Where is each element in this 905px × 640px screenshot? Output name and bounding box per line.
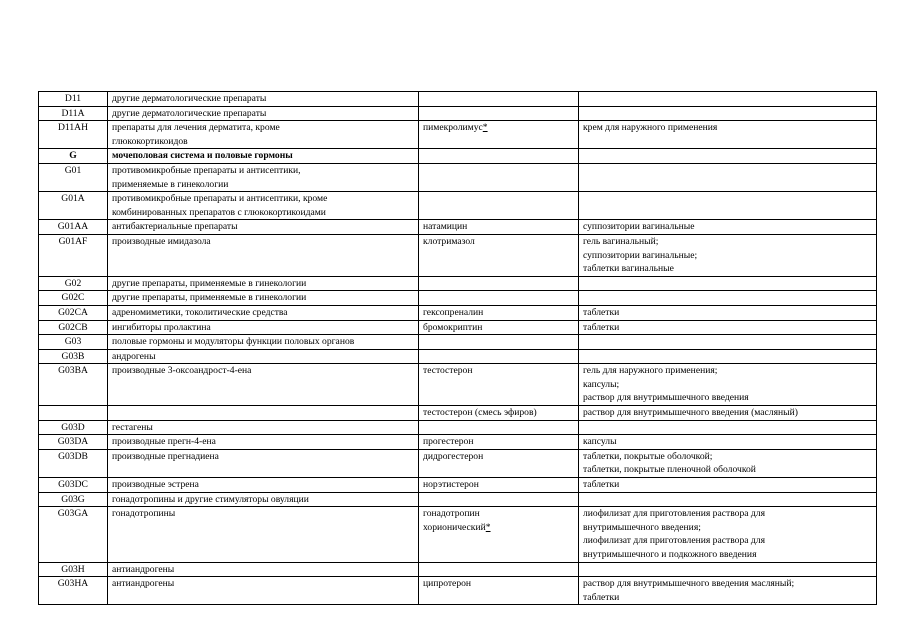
drug-name-text: дидрогестерон <box>423 450 484 462</box>
table-row <box>39 406 877 421</box>
drug-name-cell <box>419 577 579 605</box>
atc-code-cell: G03HA <box>39 577 108 605</box>
atc-code-cell: G03BA <box>39 364 108 406</box>
dosage-form-cell: раствор для внутримышечного введения (масляный) <box>579 406 877 421</box>
atc-code-cell: G <box>39 149 108 164</box>
dosage-form-cell <box>579 276 877 291</box>
drug-name-cell <box>419 449 579 477</box>
atc-code-cell: G01AF <box>39 234 108 276</box>
dosage-form-cell <box>579 335 877 350</box>
group-name-cell: производные прегнадиена <box>108 449 419 477</box>
document-page <box>38 91 876 605</box>
atc-code-cell: G03B <box>39 349 108 364</box>
drug-name-cell <box>419 364 579 406</box>
atc-code-cell: G01AA <box>39 220 108 235</box>
drug-name-cell <box>419 562 579 577</box>
drug-name-text: клотримазол <box>423 235 475 247</box>
atc-code-cell: G02CA <box>39 305 108 320</box>
drug-name-text: тестостерон <box>423 365 473 377</box>
table-row <box>39 492 877 507</box>
drug-name-text: норэтистерон <box>423 479 479 491</box>
dosage-form-cell: таблетки <box>579 320 877 335</box>
atc-code-cell: G03D <box>39 420 108 435</box>
group-name-cell: гонадотропины и другие стимуляторы овуляции <box>108 492 419 507</box>
atc-code-cell: D11A <box>39 106 108 121</box>
group-name-cell: мочеполовая система и половые гормоны <box>108 149 419 164</box>
atc-code-cell: G02 <box>39 276 108 291</box>
group-name-cell: другие препараты, применяемые в гинекологии <box>108 276 419 291</box>
dosage-form-cell: таблетки <box>579 305 877 320</box>
dosage-form-cell: лиофилизат для приготовления раствора для внутримышечного введения; лиофилизат для приготовления раствора для внутримышечного и подкожного введения <box>579 507 877 562</box>
dosage-form-cell <box>579 291 877 306</box>
drug-name-cell <box>419 220 579 235</box>
drug-table <box>38 91 877 605</box>
table-row <box>39 449 877 477</box>
drug-name-cell <box>419 478 579 493</box>
table-row <box>39 220 877 235</box>
drug-name-text: гонадотропин хорионический <box>423 508 486 533</box>
dosage-form-cell <box>579 92 877 107</box>
atc-code-cell: G02CB <box>39 320 108 335</box>
dosage-form-cell: капсулы <box>579 435 877 450</box>
drug-name-cell <box>419 349 579 364</box>
group-name-cell: производные прегн-4-ена <box>108 435 419 450</box>
group-name-cell: антиандрогены <box>108 577 419 605</box>
drug-name-text: натамицин <box>423 221 468 233</box>
drug-name-cell <box>419 291 579 306</box>
drug-name-cell <box>419 149 579 164</box>
group-name-cell: антиандрогены <box>108 562 419 577</box>
drug-name-text: гексопреналин <box>423 306 484 318</box>
atc-code-cell <box>39 406 108 421</box>
atc-code-cell: G03GA <box>39 507 108 562</box>
drug-name-cell <box>419 320 579 335</box>
dosage-form-cell <box>579 562 877 577</box>
atc-code-cell: D11 <box>39 92 108 107</box>
drug-name-cell <box>419 507 579 562</box>
dosage-form-cell <box>579 106 877 121</box>
drug-name-cell <box>419 121 579 149</box>
drug-name-cell <box>419 305 579 320</box>
dosage-form-cell: таблетки <box>579 478 877 493</box>
dosage-form-cell <box>579 492 877 507</box>
dosage-form-cell: раствор для внутримышечного введения масляный; таблетки <box>579 577 877 605</box>
group-name-cell: ингибиторы пролактина <box>108 320 419 335</box>
table-row <box>39 562 877 577</box>
table-row <box>39 149 877 164</box>
drug-name-cell <box>419 192 579 220</box>
table-row <box>39 349 877 364</box>
group-name-cell: антибактериальные препараты <box>108 220 419 235</box>
group-name-cell: гонадотропины <box>108 507 419 562</box>
drug-name-cell <box>419 435 579 450</box>
atc-code-cell: G03H <box>39 562 108 577</box>
dosage-form-cell: суппозитории вагинальные <box>579 220 877 235</box>
group-name-cell: производные 3-оксоандрост-4-ена <box>108 364 419 406</box>
dosage-form-cell <box>579 192 877 220</box>
drug-name-text: прогестерон <box>423 436 474 448</box>
drug-name-cell <box>419 276 579 291</box>
table-row <box>39 335 877 350</box>
group-name-cell: противомикробные препараты и антисептики, применяемые в гинекологии <box>108 163 419 191</box>
drug-name-text: бромокриптин <box>423 321 483 333</box>
drug-name-text: пимекролимус <box>423 122 483 134</box>
dosage-form-cell <box>579 420 877 435</box>
dosage-form-cell: таблетки, покрытые оболочкой; таблетки, покрытые пленочной оболочкой <box>579 449 877 477</box>
drug-name-cell <box>419 335 579 350</box>
group-name-cell: адреномиметики, токолитические средства <box>108 305 419 320</box>
table-row <box>39 291 877 306</box>
atc-code-cell: G03 <box>39 335 108 350</box>
table-row <box>39 163 877 191</box>
drug-name-text: ципротерон <box>423 578 472 590</box>
table-row <box>39 192 877 220</box>
drug-name-cell <box>419 420 579 435</box>
atc-code-cell: G03DB <box>39 449 108 477</box>
group-name-cell: другие дерматологические препараты <box>108 92 419 107</box>
group-name-cell: гестагены <box>108 420 419 435</box>
group-name-cell: половые гормоны и модуляторы функции половых органов <box>108 335 419 350</box>
group-name-cell: производные эстрена <box>108 478 419 493</box>
dosage-form-cell: гель для наружного применения; капсулы; раствор для внутримышечного введения <box>579 364 877 406</box>
table-row <box>39 478 877 493</box>
table-row <box>39 121 877 149</box>
atc-code-cell: G03DA <box>39 435 108 450</box>
table-row <box>39 320 877 335</box>
dosage-form-cell: гель вагинальный; суппозитории вагинальные; таблетки вагинальные <box>579 234 877 276</box>
group-name-cell: производные имидазола <box>108 234 419 276</box>
drug-name-cell <box>419 406 579 421</box>
atc-code-cell: G01A <box>39 192 108 220</box>
group-name-cell: андрогены <box>108 349 419 364</box>
dosage-form-cell <box>579 349 877 364</box>
drug-name-text: тестостерон (смесь эфиров) <box>423 407 537 419</box>
drug-name-cell <box>419 92 579 107</box>
drug-name-cell <box>419 492 579 507</box>
table-row <box>39 276 877 291</box>
drug-name-cell <box>419 106 579 121</box>
dosage-form-cell: крем для наружного применения <box>579 121 877 149</box>
table-row <box>39 364 877 406</box>
atc-code-cell: G03DC <box>39 478 108 493</box>
table-row <box>39 106 877 121</box>
atc-code-cell: G02C <box>39 291 108 306</box>
dosage-form-cell <box>579 149 877 164</box>
footnote-mark[interactable]: * <box>482 122 488 134</box>
group-name-cell <box>108 406 419 421</box>
group-name-cell: препараты для лечения дерматита, кроме глюкокортикоидов <box>108 121 419 149</box>
table-row <box>39 577 877 605</box>
footnote-mark[interactable]: * <box>485 521 491 533</box>
drug-name-cell <box>419 163 579 191</box>
group-name-cell: другие дерматологические препараты <box>108 106 419 121</box>
dosage-form-cell <box>579 163 877 191</box>
group-name-cell: противомикробные препараты и антисептики, кроме комбинированных препаратов с глюкокортикоидами <box>108 192 419 220</box>
table-row <box>39 507 877 562</box>
drug-name-cell <box>419 234 579 276</box>
table-row <box>39 234 877 276</box>
table-row <box>39 420 877 435</box>
table-body <box>39 92 877 605</box>
group-name-cell: другие препараты, применяемые в гинекологии <box>108 291 419 306</box>
atc-code-cell: G01 <box>39 163 108 191</box>
atc-code-cell: G03G <box>39 492 108 507</box>
atc-code-cell: D11AH <box>39 121 108 149</box>
table-row <box>39 305 877 320</box>
table-row <box>39 435 877 450</box>
table-row <box>39 92 877 107</box>
